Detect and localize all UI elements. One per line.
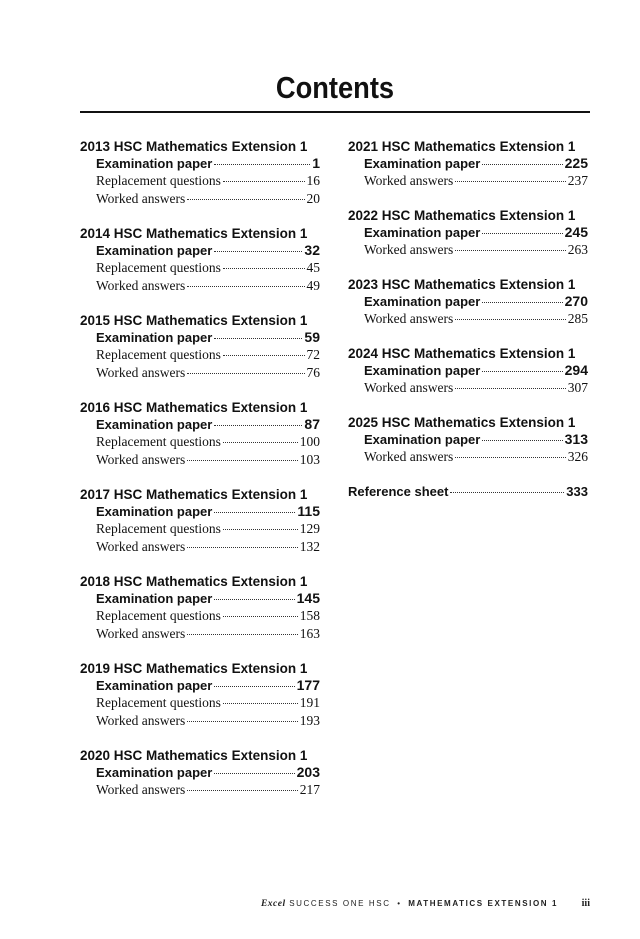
toc-entry[interactable] — [96, 781, 320, 799]
toc-entry-label: Worked answers — [96, 278, 186, 293]
toc-page-number: 217 — [299, 782, 320, 797]
toc-page-number: 237 — [567, 173, 588, 188]
toc-section-heading: 2021 HSC Mathematics Extension 1 — [348, 139, 576, 154]
dot-leader — [187, 721, 297, 722]
toc-entry[interactable] — [96, 694, 320, 712]
toc-entry[interactable] — [96, 329, 320, 346]
toc-entry[interactable] — [96, 451, 320, 469]
dot-leader — [187, 373, 304, 374]
toc-section — [348, 207, 588, 259]
dot-leader — [187, 460, 297, 461]
toc-section — [80, 225, 320, 295]
toc-section — [348, 276, 588, 328]
toc-page-number: 72 — [306, 347, 320, 362]
toc-page-number: 16 — [306, 173, 320, 188]
toc-page-number: 145 — [296, 590, 320, 606]
toc-entry-label: Worked answers — [364, 242, 454, 257]
toc-entry-label: Worked answers — [96, 452, 186, 467]
toc-page-number: 103 — [299, 452, 320, 467]
dot-leader — [223, 703, 298, 704]
toc-page-number: 294 — [564, 362, 588, 378]
page-footer — [0, 898, 590, 909]
toc-entry[interactable] — [96, 520, 320, 538]
toc-section — [348, 138, 588, 190]
dot-leader — [214, 512, 295, 513]
toc-page-number: 87 — [304, 416, 320, 432]
toc-page-number: 285 — [567, 311, 588, 326]
toc-entry[interactable] — [96, 242, 320, 259]
toc-entry-label: Replacement questions — [96, 521, 221, 536]
toc-entry-label: Worked answers — [96, 191, 186, 206]
dot-leader — [482, 440, 562, 441]
footer-subject: MATHEMATICS EXTENSION 1 — [408, 899, 559, 908]
toc-entry[interactable] — [96, 172, 320, 190]
dot-leader — [223, 268, 305, 269]
toc-page-number: 32 — [304, 242, 320, 258]
toc-entry-label: Worked answers — [364, 380, 454, 395]
toc-page-number: 129 — [299, 521, 320, 536]
toc-entry-label: Examination paper — [96, 504, 213, 519]
contents-column-left — [80, 138, 320, 816]
toc-entry-label: Examination paper — [96, 156, 213, 171]
toc-page-number: 1 — [312, 155, 320, 171]
dot-leader — [482, 302, 562, 303]
toc-entry-label: Reference sheet — [348, 484, 449, 499]
toc-entry-label: Examination paper — [364, 363, 481, 378]
title-rule — [80, 111, 590, 113]
toc-section-heading: 2024 HSC Mathematics Extension 1 — [348, 346, 576, 361]
dot-leader — [455, 181, 565, 182]
toc-entry[interactable] — [364, 448, 588, 466]
toc-page-number: 191 — [299, 695, 320, 710]
dot-leader — [214, 686, 294, 687]
toc-page-number: 45 — [306, 260, 320, 275]
toc-page-number: 76 — [306, 365, 320, 380]
toc-section-heading: 2018 HSC Mathematics Extension 1 — [80, 574, 308, 589]
toc-entry-label: Examination paper — [96, 678, 213, 693]
toc-section — [348, 414, 588, 466]
toc-entry-label: Worked answers — [96, 626, 186, 641]
toc-page-number: 307 — [567, 380, 588, 395]
toc-entry[interactable] — [364, 172, 588, 190]
toc-section — [80, 573, 320, 643]
toc-page-number: 313 — [564, 431, 588, 447]
toc-entry-label: Worked answers — [364, 311, 454, 326]
footer-series: SUCCESS ONE HSC — [289, 899, 391, 908]
dot-leader — [187, 286, 304, 287]
toc-entry-label: Worked answers — [96, 713, 186, 728]
dot-leader — [455, 388, 565, 389]
toc-section — [80, 312, 320, 382]
toc-section-heading: 2023 HSC Mathematics Extension 1 — [348, 277, 576, 292]
dot-leader — [223, 355, 305, 356]
toc-page-number: 132 — [299, 539, 320, 554]
toc-page-number: 203 — [296, 764, 320, 780]
toc-entry-label: Replacement questions — [96, 260, 221, 275]
toc-section — [80, 660, 320, 730]
toc-entry[interactable] — [364, 310, 588, 328]
toc-entry-label: Replacement questions — [96, 608, 221, 623]
toc-page-number: 49 — [306, 278, 320, 293]
toc-section — [348, 345, 588, 397]
dot-leader — [450, 492, 564, 493]
dot-leader — [214, 251, 302, 252]
dot-leader — [455, 457, 565, 458]
toc-page-number: 100 — [299, 434, 320, 449]
toc-entry-label: Examination paper — [96, 591, 213, 606]
dot-leader — [187, 790, 297, 791]
toc-entry[interactable] — [96, 712, 320, 730]
toc-page-number: 245 — [564, 224, 588, 240]
dot-leader — [214, 425, 302, 426]
toc-entry[interactable] — [364, 362, 588, 379]
toc-section-heading: 2017 HSC Mathematics Extension 1 — [80, 487, 308, 502]
toc-entry[interactable] — [96, 433, 320, 451]
toc-entry[interactable] — [96, 764, 320, 781]
toc-entry[interactable] — [96, 155, 320, 172]
toc-entry[interactable] — [96, 346, 320, 364]
toc-page-number: 193 — [299, 713, 320, 728]
toc-entry[interactable] — [96, 677, 320, 694]
toc-entry-label: Examination paper — [96, 243, 213, 258]
toc-entry[interactable] — [96, 503, 320, 520]
toc-section-heading: 2016 HSC Mathematics Extension 1 — [80, 400, 308, 415]
dot-leader — [214, 599, 294, 600]
toc-entry[interactable] — [96, 607, 320, 625]
toc-entry-label: Worked answers — [364, 449, 454, 464]
toc-entry-label: Replacement questions — [96, 173, 221, 188]
footer-page-number: iii — [581, 898, 590, 909]
toc-entry[interactable] — [96, 416, 320, 433]
dot-leader — [223, 616, 298, 617]
dot-leader — [455, 319, 565, 320]
toc-entry-label: Replacement questions — [96, 347, 221, 362]
toc-entry-label: Examination paper — [96, 330, 213, 345]
toc-entry[interactable] — [364, 293, 588, 310]
dot-leader — [223, 442, 298, 443]
toc-entry-reference-sheet[interactable] — [348, 483, 588, 500]
toc-entry-label: Examination paper — [364, 294, 481, 309]
toc-entry-label: Examination paper — [364, 432, 481, 447]
dot-leader — [482, 233, 562, 234]
toc-entry[interactable] — [96, 259, 320, 277]
toc-entry-label: Examination paper — [96, 417, 213, 432]
toc-entry[interactable] — [364, 155, 588, 172]
footer-bullet: • — [397, 899, 402, 908]
toc-section-heading: 2015 HSC Mathematics Extension 1 — [80, 313, 308, 328]
dot-leader — [214, 773, 294, 774]
toc-page-number: 20 — [306, 191, 320, 206]
toc-section-heading: 2022 HSC Mathematics Extension 1 — [348, 208, 576, 223]
footer-brand: Excel — [260, 899, 286, 909]
toc-page-number: 59 — [304, 329, 320, 345]
toc-entry[interactable] — [96, 590, 320, 607]
toc-entry-label: Worked answers — [96, 539, 186, 554]
toc-page-number: 177 — [296, 677, 320, 693]
toc-entry-label: Worked answers — [96, 782, 186, 797]
dot-leader — [187, 199, 304, 200]
toc-entry-label: Worked answers — [364, 173, 454, 188]
dot-leader — [455, 250, 565, 251]
toc-section-heading: 2025 HSC Mathematics Extension 1 — [348, 415, 576, 430]
toc-section — [80, 747, 320, 799]
dot-leader — [223, 529, 298, 530]
dot-leader — [214, 338, 302, 339]
toc-entry-label: Worked answers — [96, 365, 186, 380]
toc-entry[interactable] — [96, 190, 320, 208]
toc-page-number: 225 — [564, 155, 588, 171]
toc-page-number: 333 — [566, 484, 588, 499]
toc-entry[interactable] — [364, 379, 588, 397]
toc-entry[interactable] — [96, 538, 320, 556]
toc-page-number: 326 — [567, 449, 588, 464]
toc-page-number: 263 — [567, 242, 588, 257]
toc-section-heading: 2019 HSC Mathematics Extension 1 — [80, 661, 308, 676]
toc-page-number: 163 — [299, 626, 320, 641]
dot-leader — [482, 164, 562, 165]
toc-section-heading: 2013 HSC Mathematics Extension 1 — [80, 139, 308, 154]
dot-leader — [187, 547, 297, 548]
toc-section-heading: 2020 HSC Mathematics Extension 1 — [80, 748, 308, 763]
dot-leader — [223, 181, 305, 182]
toc-entry[interactable] — [96, 625, 320, 643]
toc-section — [80, 399, 320, 469]
toc-page-number: 158 — [299, 608, 320, 623]
dot-leader — [187, 634, 297, 635]
page-title: Contents — [275, 70, 395, 105]
toc-entry[interactable] — [96, 364, 320, 382]
toc-entry-label: Replacement questions — [96, 695, 221, 710]
toc-entry[interactable] — [96, 277, 320, 295]
toc-entry-label: Replacement questions — [96, 434, 221, 449]
toc-entry-label: Examination paper — [364, 156, 481, 171]
toc-entry-label: Examination paper — [96, 765, 213, 780]
dot-leader — [482, 371, 562, 372]
contents-column-right — [348, 138, 588, 500]
dot-leader — [214, 164, 310, 165]
toc-entry-label: Examination paper — [364, 225, 481, 240]
toc-section-heading: 2014 HSC Mathematics Extension 1 — [80, 226, 308, 241]
toc-section — [80, 486, 320, 556]
toc-page-number: 115 — [297, 503, 320, 519]
toc-entry[interactable] — [364, 431, 588, 448]
toc-section — [80, 138, 320, 208]
toc-entry[interactable] — [364, 224, 588, 241]
toc-page-number: 270 — [564, 293, 588, 309]
toc-entry[interactable] — [364, 241, 588, 259]
